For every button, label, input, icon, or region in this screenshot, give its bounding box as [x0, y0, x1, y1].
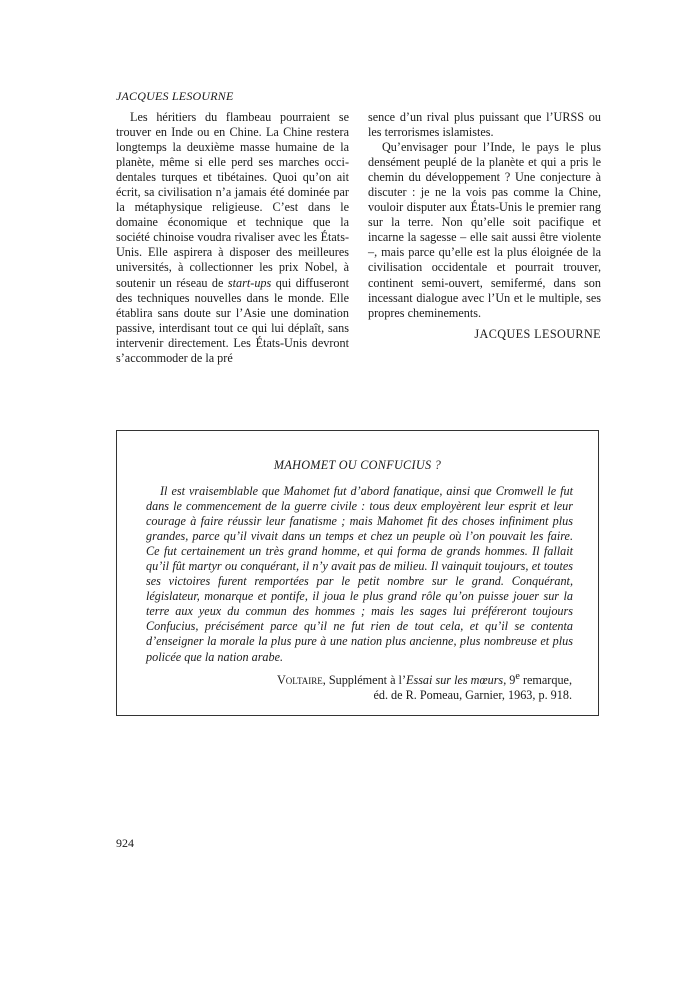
- box-quote: Il est vraisemblable que Mahomet fut d’abord fanatique, ainsi que Cromwell le fut dans le commencement de la guerre civile : tous deux employèrent leur esprit et leur courage à faire réussir leur fanatisme ; mais Mahomet fit des choses infiniment plus grandes, parce qu’il vivait dans un temps et chez un peuple où l’on pouvait les faire. Ce fut certainement un très grand homme, et qui forma de grands hommes. Il fallait qu’il fût martyr ou conquérant, il n’y avait pas de milieu. Il vainquit toujours, et toutes ses victoires furent remportées par le petit nombre sur le grand. Conquérant, législateur, monarque et pontife, il joua le plus grand rôle qu’on puisse jouer sur la terre aux yeux du commun des hommes ; mais les sages lui préféreront toujours Confucius, précisément parce qu’il ne fut rien de tout cela, et qu’il se contenta d’enseigner la morale la plus pure à une nation plus ancienne, plus nombreuse et plus policée que la nation arabe.: [146, 484, 573, 664]
- box-title: MAHOMET OU CONFUCIUS ?: [273, 458, 442, 472]
- citation-superscript: e: [515, 671, 520, 682]
- citation-text: , 9: [503, 673, 516, 688]
- sidebar-box: [116, 430, 599, 716]
- text-run: qui diffuseront des techniques nouvelles dans le monde. Elle établira sans doute sur l’Asie une domination passive, interdisant tout ce qui lui déplaît, sans intervenir directement. Les États-Unis devront s’accommoder de la pré: [116, 275, 349, 365]
- text-column-right: [368, 110, 601, 342]
- citation-author: Voltaire: [276, 673, 323, 688]
- running-head: JACQUES LESOURNE: [116, 89, 234, 103]
- paragraph: Qu’envisager pour l’Inde, le pays le plus densément peuplé de la planète et qui a pris le chemin du développement ? Une conjecture à discuter : je ne la vois pas comme la Chine, vouloir disputer aux États-Unis le premier rang sur la terre. Non qu’elle soit pacifique et incarne la sagesse – elle sait aussi être violente –, mais parce qu’elle est la plus éloignée de la civilisation occidentale et pourrait trouver, continent semi-ouvert, semifermé, dans son incessant dialogue avec l’Un et le multiple, ses propres cheminements.: [368, 140, 601, 320]
- author-signature: JACQUES LESOURNE: [474, 326, 601, 341]
- citation-text: , Supplément à l’: [322, 673, 406, 688]
- text-column-left: [116, 110, 349, 366]
- citation-text: remarque,: [519, 673, 572, 688]
- box-citation: [152, 669, 572, 703]
- page-number: 924: [116, 836, 134, 850]
- citation-work: Essai sur les mœurs: [406, 673, 504, 688]
- text-run: Les héritiers du flambeau pourraient se trouver en Inde ou en Chine. La Chine restera longtemps la deuxième masse humaine de la planète, même si elle perd ses marches occidentales turques et tibétaines. Quoi qu’on ait écrit, sa civilisation n’a jamais été dominée par la métaphysique religieuse. C’est dans le domaine économique et technique que la société chinoise voudra rivaliser avec les États-Unis. Elle aspirera à disposer des meilleures universités, à collectionner les prix Nobel, à soutenir un réseau de: [116, 110, 349, 290]
- paragraph-continuation: sence d’un rival plus puissant que l’URSS ou les terrorismes islamistes.: [368, 110, 601, 140]
- citation-line2: éd. de R. Pomeau, Garnier, 1963, p. 918.: [373, 688, 572, 703]
- emphasis: start-ups: [227, 275, 272, 290]
- paragraph: [116, 110, 349, 366]
